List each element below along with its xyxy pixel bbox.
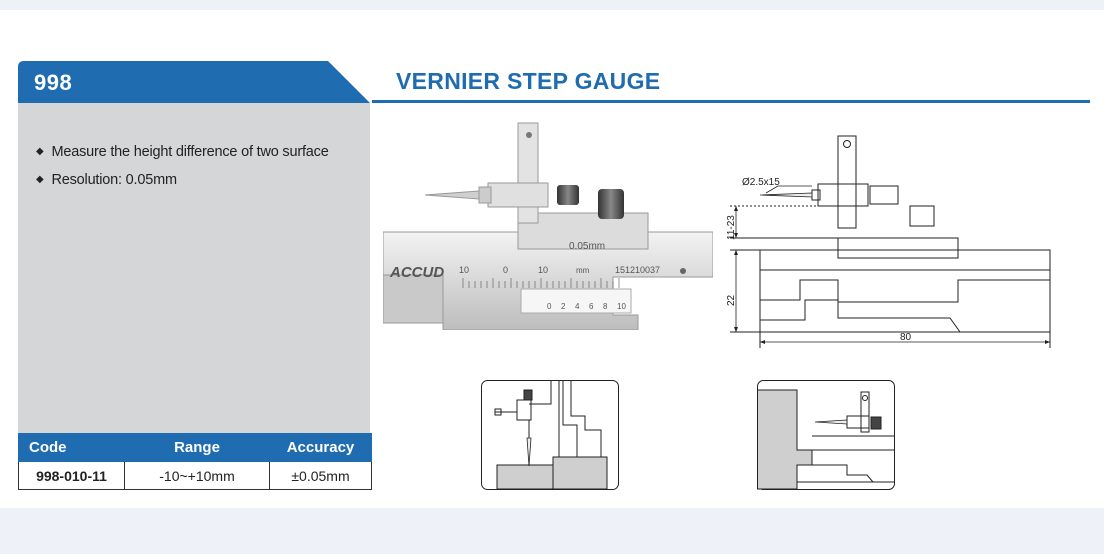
- vernier-label: 4: [575, 302, 580, 311]
- feature-item: [36, 172, 177, 188]
- bullet-icon: ◆: [36, 146, 44, 157]
- header-range: Range: [125, 434, 270, 462]
- header-code: Code: [19, 434, 125, 462]
- product-photo: [383, 115, 713, 330]
- cell-accuracy: ±0.05mm: [270, 462, 372, 490]
- lock-knob-icon: [598, 189, 624, 219]
- header-accuracy: Accuracy: [270, 434, 372, 462]
- feature-text: Resolution: 0.05mm: [51, 172, 177, 188]
- usage-illustration-step: [481, 380, 619, 490]
- clamp-knob-icon: [557, 185, 579, 205]
- resolution-mark: 0.05mm: [569, 241, 606, 252]
- bullet-icon: ◆: [36, 174, 44, 185]
- probe-needle: [425, 191, 479, 199]
- serial-number: 151210037: [615, 265, 661, 275]
- cell-range: -10~+10mm: [125, 462, 270, 490]
- vernier-label: 0: [547, 302, 552, 311]
- usage-illustration-wall: [757, 380, 895, 490]
- height-range-dimension: 11-23: [726, 215, 737, 240]
- vernier-label: 8: [603, 302, 608, 311]
- brand-logo: ACCUD: [390, 264, 445, 281]
- vernier-label: 10: [617, 302, 626, 311]
- feature-panel: [18, 103, 370, 433]
- model-tab: [18, 61, 380, 103]
- probe-clamp: [488, 183, 548, 207]
- vertical-post: [518, 123, 538, 223]
- product-title: VERNIER STEP GAUGE: [396, 68, 661, 94]
- main-scale-label: 10: [459, 265, 470, 275]
- title-rule: [372, 100, 1090, 103]
- feature-item: [36, 144, 329, 160]
- dimension-drawing: [720, 130, 1080, 350]
- spec-table: [18, 433, 372, 490]
- model-number: 998: [34, 70, 73, 95]
- catalog-sheet: [0, 10, 1104, 508]
- cell-code: 998-010-11: [19, 462, 125, 490]
- main-scale-label: 10: [538, 265, 549, 275]
- feature-text: Measure the height difference of two surface: [51, 144, 329, 160]
- vernier-label: 2: [561, 302, 566, 311]
- unit-label: mm: [576, 266, 590, 275]
- pin-icon: [760, 193, 812, 197]
- table-row: [19, 462, 372, 490]
- main-scale-label: 0: [503, 265, 509, 275]
- spec-header-row: [19, 434, 372, 462]
- length-dimension: 80: [900, 332, 912, 343]
- body-height-dimension: 22: [726, 294, 737, 306]
- pin-dimension: Ø2.5x15: [742, 177, 780, 188]
- vernier-label: 6: [589, 302, 594, 311]
